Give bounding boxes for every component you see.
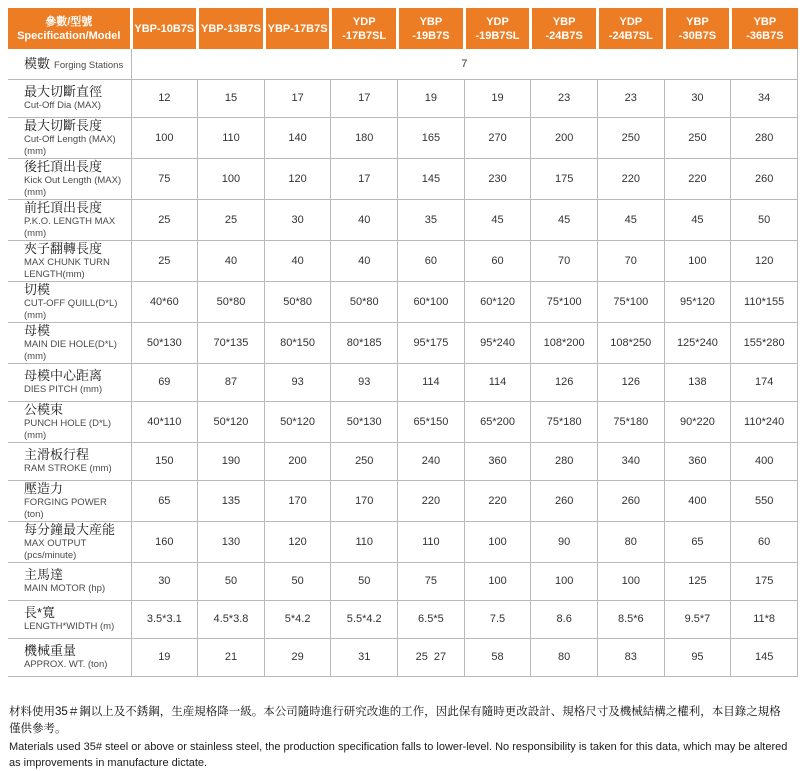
spec-value-r2-c3: 140	[264, 117, 331, 158]
table-row	[8, 158, 798, 199]
spec-value-r5-c3: 40	[264, 240, 331, 281]
spec-value-r4-c10: 50	[731, 199, 798, 240]
spec-value-r13-c3: 50	[264, 562, 331, 600]
spec-value-r1-c7: 23	[531, 79, 598, 117]
spec-value-r5-c6: 60	[464, 240, 531, 281]
spec-value-r4-c2: 25	[198, 199, 265, 240]
spec-value-r11-c1: 65	[131, 480, 198, 521]
model-name-line1: YBP	[552, 15, 576, 28]
spec-value-r4-c1: 25	[131, 199, 198, 240]
specification-table	[8, 8, 798, 677]
row-label-zh: 每分鐘最大産能	[24, 521, 116, 537]
header-cell-model-6	[464, 8, 531, 49]
spec-value-r10-c3: 200	[264, 442, 331, 480]
row-label-en: APPROX. WT. (ton)	[24, 659, 108, 670]
spec-value-r5-c7: 70	[531, 240, 598, 281]
spec-value-r14-c6: 7.5	[464, 600, 531, 638]
row-label	[8, 158, 131, 199]
spec-value-r10-c4: 250	[331, 442, 398, 480]
row-label-zh: 模數	[24, 55, 51, 71]
table-row	[8, 401, 798, 442]
model-name-line2: -19B7S	[412, 29, 450, 42]
spec-value-r11-c4: 170	[331, 480, 398, 521]
row-label-en: Cut-Off Dia (MAX)	[24, 100, 101, 111]
spec-value-r4-c6: 45	[464, 199, 531, 240]
spec-value-r11-c2: 135	[198, 480, 265, 521]
row-label-en: FORGING POWER (ton)	[24, 496, 107, 520]
spec-value-r13-c10: 175	[731, 562, 798, 600]
model-name-line2: -17B7SL	[342, 29, 387, 42]
model-name-line2: -36B7S	[746, 29, 784, 42]
spec-value-r10-c1: 150	[131, 442, 198, 480]
spec-value-r3-c1: 75	[131, 158, 198, 199]
spec-value-r14-c3: 5*4.2	[264, 600, 331, 638]
spec-value-r7-c2: 70*135	[198, 322, 265, 363]
row-label-en: MAX OUTPUT (pcs/minute)	[24, 537, 87, 561]
spec-value-r2-c4: 180	[331, 117, 398, 158]
spec-value-r11-c3: 170	[264, 480, 331, 521]
spec-value-r6-c10: 110*155	[731, 281, 798, 322]
spec-value-r3-c6: 230	[464, 158, 531, 199]
row-label-zh: 主滑板行程	[24, 447, 90, 462]
row-label-zh: 長*寬	[24, 605, 56, 620]
row-label	[8, 442, 131, 480]
spec-value-r15-c9: 95	[664, 638, 731, 676]
spec-value-r9-c6: 65*200	[464, 401, 531, 442]
spec-value-r14-c2: 4.5*3.8	[198, 600, 265, 638]
spec-value-r9-c7: 75*180	[531, 401, 598, 442]
spec-value-r15-c6: 58	[464, 638, 531, 676]
spec-value-r7-c7: 108*200	[531, 322, 598, 363]
spec-value-r8-c3: 93	[264, 363, 331, 401]
spec-value-r9-c5: 65*150	[398, 401, 465, 442]
table-row	[8, 442, 798, 480]
spec-value-r2-c6: 270	[464, 117, 531, 158]
row-label-zh: 最大切斷直徑	[24, 84, 103, 99]
spec-value-r5-c10: 120	[731, 240, 798, 281]
spec-value-r6-c3: 50*80	[264, 281, 331, 322]
spec-value-r12-c2: 130	[198, 521, 265, 562]
spec-value-r15-c2: 21	[198, 638, 265, 676]
spec-value-r1-c3: 17	[264, 79, 331, 117]
spec-value-r13-c6: 100	[464, 562, 531, 600]
spec-value-r6-c1: 40*60	[131, 281, 198, 322]
spec-value-r8-c5: 114	[398, 363, 465, 401]
model-name-line1: YDP	[619, 15, 643, 28]
header-label-en: Specification/Model	[17, 29, 121, 42]
spec-value-r5-c8: 70	[597, 240, 664, 281]
table-row	[8, 117, 798, 158]
row-label	[8, 401, 131, 442]
row-label	[8, 562, 131, 600]
table-row	[8, 600, 798, 638]
table-row	[8, 322, 798, 363]
spec-value-r3-c5: 145	[398, 158, 465, 199]
spec-value-r8-c7: 126	[531, 363, 598, 401]
spec-value-r12-c5: 110	[398, 521, 465, 562]
row-label-zh: 公模束	[24, 401, 64, 417]
header-cell-model-4	[331, 8, 398, 49]
catalog-spec-page	[0, 8, 800, 769]
row-label-en: Cut-Off Length (MAX)(mm)	[24, 133, 116, 157]
header-cell-specification-model	[8, 8, 131, 49]
header-row	[8, 8, 798, 49]
spec-value-r2-c1: 100	[131, 117, 198, 158]
spec-value-r9-c1: 40*110	[131, 401, 198, 442]
spec-value-r1-c5: 19	[398, 79, 465, 117]
model-name-line1: YBP-13B7S	[201, 22, 261, 35]
footnote-chinese: 材料使用35＃鋼以上及不銹鋼，生産規格降一級。本公司隨時進行研究改進的工作，因此保有隨時更改設計、規格尺寸及機械結構之權利，本目錄之規格僅供參考。	[9, 705, 781, 735]
spec-value-r15-c10: 145	[731, 638, 798, 676]
row-label-en: MAIN DIE HOLE(D*L) (mm)	[24, 338, 117, 362]
spec-value-r8-c4: 93	[331, 363, 398, 401]
model-name-line1: YBP-17B7S	[267, 22, 328, 35]
row-label-zh: 最大切斷長度	[24, 117, 103, 133]
spec-value-r6-c4: 50*80	[331, 281, 398, 322]
spec-value-r10-c6: 360	[464, 442, 531, 480]
footnote	[9, 704, 788, 771]
spec-value-r5-c1: 25	[131, 240, 198, 281]
spec-value-r14-c5: 6.5*5	[398, 600, 465, 638]
row-label	[8, 600, 131, 638]
row-label-en: DIES PITCH (mm)	[24, 384, 103, 395]
spec-value-r9-c2: 50*120	[198, 401, 265, 442]
header-cell-model-9	[664, 8, 731, 49]
spec-value-r10-c2: 190	[198, 442, 265, 480]
spec-value-r7-c5: 95*175	[398, 322, 465, 363]
table-row	[8, 281, 798, 322]
spec-value-r10-c8: 340	[597, 442, 664, 480]
spec-value-r13-c7: 100	[531, 562, 598, 600]
spec-value-r9-c8: 75*180	[597, 401, 664, 442]
spec-value-r1-c8: 23	[597, 79, 664, 117]
spec-value-r3-c2: 100	[198, 158, 265, 199]
spec-value-r2-c9: 250	[664, 117, 731, 158]
spec-value-r2-c10: 280	[731, 117, 798, 158]
spec-value-r4-c3: 30	[264, 199, 331, 240]
spec-value-r7-c4: 80*185	[331, 322, 398, 363]
row-label	[8, 199, 131, 240]
footnote-english: Materials used 35# steel or above or stainless steel, the production specification falls to lower-level. No responsibility is taken for this data, which may be altered as improvements in manufacture dictate.	[9, 740, 788, 769]
row-label-zh: 前托頂出長度	[24, 199, 103, 215]
spec-value-r7-c8: 108*250	[597, 322, 664, 363]
spec-value-r3-c10: 260	[731, 158, 798, 199]
spec-value-r3-c8: 220	[597, 158, 664, 199]
row-forging-stations	[8, 49, 798, 79]
spec-value-r1-c4: 17	[331, 79, 398, 117]
spec-value-r6-c2: 50*80	[198, 281, 265, 322]
row-label-en: PUNCH HOLE (D*L) (mm)	[24, 417, 112, 441]
table-body	[8, 49, 798, 676]
spec-value-r11-c9: 400	[664, 480, 731, 521]
table-row	[8, 240, 798, 281]
spec-value-r8-c1: 69	[131, 363, 198, 401]
spec-value-r15-c5: 25 27	[398, 638, 465, 676]
spec-value-r1-c2: 15	[198, 79, 265, 117]
table-row	[8, 562, 798, 600]
row-label-en: LENGTH*WIDTH (m)	[24, 621, 115, 632]
spec-value-r14-c9: 9.5*7	[664, 600, 731, 638]
row-label-en: RAM STROKE (mm)	[24, 463, 112, 474]
spec-value-r11-c8: 260	[597, 480, 664, 521]
row-label-zh: 母模中心距离	[24, 368, 103, 383]
spec-value-r6-c7: 75*100	[531, 281, 598, 322]
spec-value-r8-c8: 126	[597, 363, 664, 401]
spec-value-r12-c8: 80	[597, 521, 664, 562]
row-label	[8, 521, 131, 562]
spec-value-r10-c10: 400	[731, 442, 798, 480]
spec-value-r2-c7: 200	[531, 117, 598, 158]
spec-value-r5-c9: 100	[664, 240, 731, 281]
spec-value-r1-c6: 19	[464, 79, 531, 117]
spec-value-r11-c7: 260	[531, 480, 598, 521]
row-label	[8, 480, 131, 521]
model-name-line2: -24B7S	[545, 29, 583, 42]
row-label	[8, 79, 131, 117]
table-row	[8, 521, 798, 562]
header-cell-model-2	[198, 8, 265, 49]
spec-value-r14-c10: 11*8	[731, 600, 798, 638]
spec-value-r12-c7: 90	[531, 521, 598, 562]
spec-value-r13-c4: 50	[331, 562, 398, 600]
spec-value-r4-c4: 40	[331, 199, 398, 240]
spec-value-r8-c10: 174	[731, 363, 798, 401]
spec-value-r15-c4: 31	[331, 638, 398, 676]
spec-value-r14-c4: 5.5*4.2	[331, 600, 398, 638]
spec-value-r9-c10: 110*240	[731, 401, 798, 442]
spec-value-r2-c5: 165	[398, 117, 465, 158]
spec-value-r9-c4: 50*130	[331, 401, 398, 442]
table-row	[8, 638, 798, 676]
spec-value-r15-c3: 29	[264, 638, 331, 676]
row-label	[8, 117, 131, 158]
spec-value-r14-c7: 8.6	[531, 600, 598, 638]
spec-value-r13-c9: 125	[664, 562, 731, 600]
row-label	[8, 322, 131, 363]
spec-value-r8-c6: 114	[464, 363, 531, 401]
spec-value-r5-c2: 40	[198, 240, 265, 281]
row-label-zh: 機械重量	[24, 643, 77, 658]
spec-value-r5-c5: 60	[398, 240, 465, 281]
spec-value-r4-c8: 45	[597, 199, 664, 240]
spec-value-r3-c3: 120	[264, 158, 331, 199]
spec-value-r3-c9: 220	[664, 158, 731, 199]
spec-value-r11-c10: 550	[731, 480, 798, 521]
spec-value-r2-c2: 110	[198, 117, 265, 158]
row-label-zh: 主馬達	[24, 567, 64, 582]
model-name-line1: YDP	[352, 15, 376, 28]
model-name-line2: -19B7SL	[475, 29, 520, 42]
row-label	[8, 363, 131, 401]
row-label-zh: 壓造力	[24, 480, 64, 496]
spec-value-r1-c10: 34	[731, 79, 798, 117]
spec-value-r7-c3: 80*150	[264, 322, 331, 363]
spec-value-r6-c8: 75*100	[597, 281, 664, 322]
spec-value-r12-c4: 110	[331, 521, 398, 562]
table-row	[8, 79, 798, 117]
spec-value-r11-c6: 220	[464, 480, 531, 521]
header-cell-model-1	[131, 8, 198, 49]
model-name-line1: YBP	[686, 15, 709, 28]
spec-value-r5-c4: 40	[331, 240, 398, 281]
header-cell-model-8	[597, 8, 664, 49]
forging-stations-value: 7	[131, 49, 798, 79]
model-name-line1: YBP	[419, 15, 443, 28]
spec-value-r12-c3: 120	[264, 521, 331, 562]
row-label-zh: 切模	[24, 281, 51, 297]
spec-value-r4-c9: 45	[664, 199, 731, 240]
model-name-line1: YBP	[753, 15, 777, 28]
spec-value-r10-c5: 240	[398, 442, 465, 480]
spec-value-r4-c5: 35	[398, 199, 465, 240]
spec-value-r14-c1: 3.5*3.1	[131, 600, 198, 638]
model-name-line2: -30B7S	[678, 29, 717, 42]
spec-value-r10-c7: 280	[531, 442, 598, 480]
spec-value-r12-c10: 60	[731, 521, 798, 562]
spec-value-r15-c8: 83	[597, 638, 664, 676]
spec-value-r3-c4: 17	[331, 158, 398, 199]
table-row	[8, 199, 798, 240]
row-label-zh: 後托頂出長度	[24, 158, 103, 174]
spec-value-r12-c1: 160	[131, 521, 198, 562]
row-label	[8, 638, 131, 676]
spec-value-r13-c8: 100	[597, 562, 664, 600]
spec-value-r9-c9: 90*220	[664, 401, 731, 442]
row-label-en: CUT-OFF QUILL(D*L) (mm)	[24, 297, 118, 321]
spec-value-r15-c7: 80	[531, 638, 598, 676]
spec-value-r3-c7: 175	[531, 158, 598, 199]
model-name-line2: -24B7SL	[608, 29, 653, 42]
table-row	[8, 363, 798, 401]
spec-value-r9-c3: 50*120	[264, 401, 331, 442]
row-label	[8, 281, 131, 322]
spec-value-r12-c6: 100	[464, 521, 531, 562]
spec-value-r7-c1: 50*130	[131, 322, 198, 363]
table-row	[8, 480, 798, 521]
row-label-zh: 夾子翻轉長度	[24, 240, 103, 256]
row-label	[8, 240, 131, 281]
model-name-line1: YBP-10B7S	[134, 22, 195, 35]
row-label-en: MAIN MOTOR (hp)	[24, 583, 106, 594]
spec-value-r11-c5: 220	[398, 480, 465, 521]
spec-value-r1-c9: 30	[664, 79, 731, 117]
spec-value-r15-c1: 19	[131, 638, 198, 676]
spec-value-r12-c9: 65	[664, 521, 731, 562]
row-label-zh: 母模	[24, 322, 51, 338]
spec-value-r8-c2: 87	[198, 363, 265, 401]
spec-value-r6-c6: 60*120	[464, 281, 531, 322]
spec-value-r7-c6: 95*240	[464, 322, 531, 363]
spec-value-r10-c9: 360	[664, 442, 731, 480]
header-label-zh: 參數/型號	[45, 15, 93, 28]
model-name-line1: YDP	[486, 15, 509, 28]
spec-value-r8-c9: 138	[664, 363, 731, 401]
table-header	[8, 8, 798, 49]
spec-value-r7-c10: 155*280	[731, 322, 798, 363]
row-label-en: P.K.O. LENGTH MAX (mm)	[24, 215, 116, 239]
spec-value-r6-c5: 60*100	[398, 281, 465, 322]
spec-value-r4-c7: 45	[531, 199, 598, 240]
row-label-forging-stations	[8, 49, 131, 79]
spec-value-r6-c9: 95*120	[664, 281, 731, 322]
spec-value-r1-c1: 12	[131, 79, 198, 117]
row-label-en: Forging Stations	[54, 59, 124, 71]
spec-value-r13-c5: 75	[398, 562, 465, 600]
spec-value-r7-c9: 125*240	[664, 322, 731, 363]
spec-value-r13-c2: 50	[198, 562, 265, 600]
row-label-en: MAX CHUNK TURN LENGTH(mm)	[24, 256, 110, 280]
header-cell-model-7	[531, 8, 598, 49]
spec-value-r2-c8: 250	[597, 117, 664, 158]
header-cell-model-10	[731, 8, 798, 49]
row-label-en: Kick Out Length (MAX)(mm)	[24, 174, 122, 198]
header-cell-model-5	[398, 8, 465, 49]
spec-value-r14-c8: 8.5*6	[597, 600, 664, 638]
header-cell-model-3	[264, 8, 331, 49]
spec-value-r13-c1: 30	[131, 562, 198, 600]
